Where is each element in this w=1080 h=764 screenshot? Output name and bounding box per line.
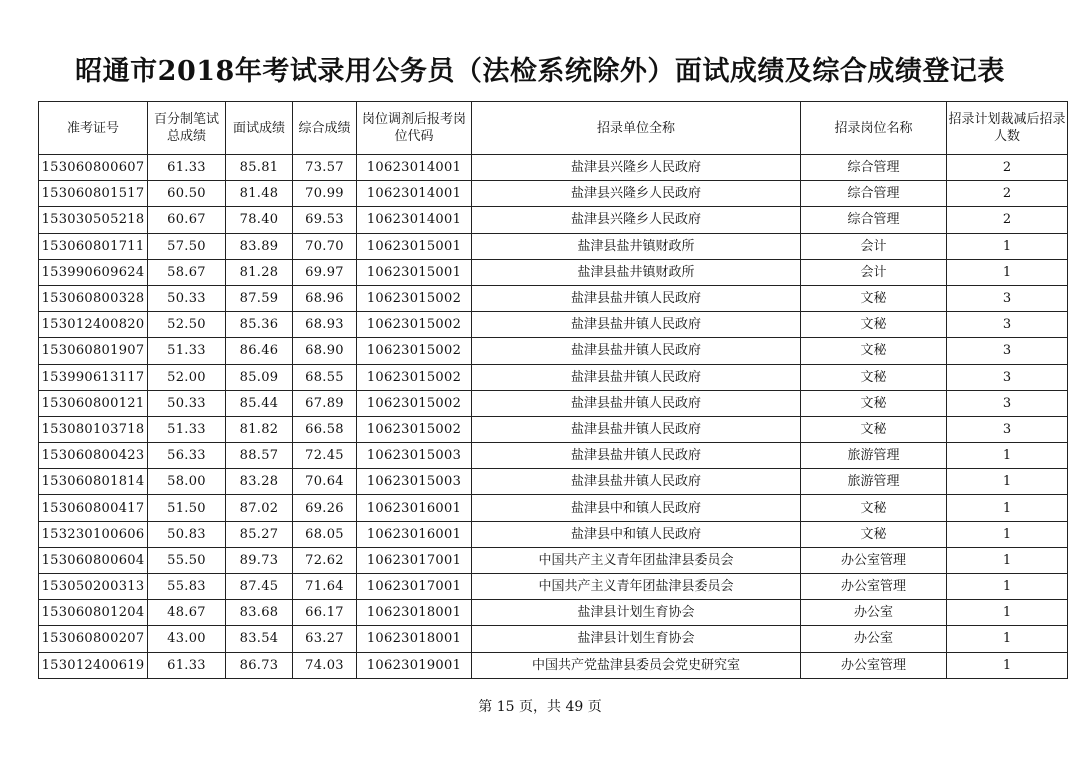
- written-score-cell: 58.67: [148, 259, 226, 285]
- interview-score-cell: 81.48: [226, 181, 293, 207]
- exam-id-cell: 153060801814: [39, 469, 148, 495]
- header-quota: 招录计划裁减后招录人数: [947, 102, 1068, 155]
- employer-cell: 盐津县盐井镇人民政府: [472, 443, 801, 469]
- written-score-cell: 48.67: [148, 600, 226, 626]
- position-name-cell: 办公室管理: [801, 547, 947, 573]
- quota-cell: 3: [947, 364, 1068, 390]
- header-position-code: 岗位调剂后报考岗位代码: [357, 102, 472, 155]
- written-score-cell: 50.83: [148, 521, 226, 547]
- employer-cell: 盐津县盐井镇财政所: [472, 259, 801, 285]
- quota-cell: 3: [947, 390, 1068, 416]
- table-row: [39, 416, 1068, 442]
- position-code-cell: 10623017001: [357, 574, 472, 600]
- employer-cell: 盐津县盐井镇人民政府: [472, 390, 801, 416]
- score-table: [38, 101, 1068, 679]
- interview-score-cell: 83.28: [226, 469, 293, 495]
- quota-cell: 2: [947, 207, 1068, 233]
- position-code-cell: 10623015001: [357, 259, 472, 285]
- interview-score-cell: 87.02: [226, 495, 293, 521]
- written-score-cell: 56.33: [148, 443, 226, 469]
- total-score-cell: 68.96: [293, 285, 357, 311]
- header-position-name: 招录岗位名称: [801, 102, 947, 155]
- total-score-cell: 66.58: [293, 416, 357, 442]
- total-score-cell: 74.03: [293, 652, 357, 678]
- total-score-cell: 70.70: [293, 233, 357, 259]
- position-name-cell: 文秘: [801, 521, 947, 547]
- employer-cell: 盐津县盐井镇人民政府: [472, 416, 801, 442]
- position-name-cell: 会计: [801, 259, 947, 285]
- written-score-cell: 52.00: [148, 364, 226, 390]
- header-written-score: 百分制笔试总成绩: [148, 102, 226, 155]
- interview-score-cell: 87.45: [226, 574, 293, 600]
- page-number: 第 15 页，共 49 页: [478, 699, 602, 715]
- exam-id-cell: 153060800207: [39, 626, 148, 652]
- position-name-cell: 文秘: [801, 495, 947, 521]
- written-score-cell: 51.50: [148, 495, 226, 521]
- written-score-cell: 52.50: [148, 312, 226, 338]
- written-score-cell: 51.33: [148, 416, 226, 442]
- position-name-cell: 综合管理: [801, 207, 947, 233]
- interview-score-cell: 83.68: [226, 600, 293, 626]
- quota-cell: 1: [947, 259, 1068, 285]
- quota-cell: 2: [947, 181, 1068, 207]
- interview-score-cell: 88.57: [226, 443, 293, 469]
- interview-score-cell: 85.36: [226, 312, 293, 338]
- total-score-cell: 71.64: [293, 574, 357, 600]
- document-title: 昭通市2018年考试录用公务员（法检系统除外）面试成绩及综合成绩登记表: [75, 56, 1005, 87]
- position-code-cell: 10623015002: [357, 390, 472, 416]
- table-row: [39, 155, 1068, 181]
- interview-score-cell: 83.54: [226, 626, 293, 652]
- position-name-cell: 会计: [801, 233, 947, 259]
- position-name-cell: 办公室: [801, 600, 947, 626]
- written-score-cell: 60.67: [148, 207, 226, 233]
- quota-cell: 1: [947, 652, 1068, 678]
- table-row: [39, 600, 1068, 626]
- exam-id-cell: 153990613117: [39, 364, 148, 390]
- exam-id-cell: 153230100606: [39, 521, 148, 547]
- table-row: [39, 285, 1068, 311]
- quota-cell: 1: [947, 443, 1068, 469]
- table-row: [39, 521, 1068, 547]
- employer-cell: 中国共产党盐津县委员会党史研究室: [472, 652, 801, 678]
- table-header-row: [39, 102, 1068, 155]
- total-score-cell: 73.57: [293, 155, 357, 181]
- header-interview-score: 面试成绩: [226, 102, 293, 155]
- table-row: [39, 338, 1068, 364]
- exam-id-cell: 153060800423: [39, 443, 148, 469]
- interview-score-cell: 81.28: [226, 259, 293, 285]
- exam-id-cell: 153060801711: [39, 233, 148, 259]
- written-score-cell: 57.50: [148, 233, 226, 259]
- interview-score-cell: 87.59: [226, 285, 293, 311]
- exam-id-cell: 153012400619: [39, 652, 148, 678]
- header-exam-id: 准考证号: [39, 102, 148, 155]
- quota-cell: 1: [947, 469, 1068, 495]
- total-score-cell: 63.27: [293, 626, 357, 652]
- employer-cell: 盐津县计划生育协会: [472, 600, 801, 626]
- interview-score-cell: 86.46: [226, 338, 293, 364]
- exam-id-cell: 153080103718: [39, 416, 148, 442]
- employer-cell: 盐津县中和镇人民政府: [472, 521, 801, 547]
- position-name-cell: 旅游管理: [801, 443, 947, 469]
- position-code-cell: 10623019001: [357, 652, 472, 678]
- total-score-cell: 69.26: [293, 495, 357, 521]
- written-score-cell: 58.00: [148, 469, 226, 495]
- table-row: [39, 181, 1068, 207]
- written-score-cell: 60.50: [148, 181, 226, 207]
- employer-cell: 中国共产主义青年团盐津县委员会: [472, 547, 801, 573]
- exam-id-cell: 153030505218: [39, 207, 148, 233]
- table-row: [39, 233, 1068, 259]
- quota-cell: 1: [947, 626, 1068, 652]
- position-code-cell: 10623015003: [357, 443, 472, 469]
- exam-id-cell: 153060801517: [39, 181, 148, 207]
- interview-score-cell: 81.82: [226, 416, 293, 442]
- employer-cell: 盐津县盐井镇人民政府: [472, 285, 801, 311]
- exam-id-cell: 153060800417: [39, 495, 148, 521]
- employer-cell: 盐津县盐井镇人民政府: [472, 312, 801, 338]
- position-name-cell: 文秘: [801, 364, 947, 390]
- table-row: [39, 495, 1068, 521]
- quota-cell: 1: [947, 600, 1068, 626]
- total-score-cell: 69.53: [293, 207, 357, 233]
- exam-id-cell: 153060800121: [39, 390, 148, 416]
- position-code-cell: 10623017001: [357, 547, 472, 573]
- quota-cell: 1: [947, 574, 1068, 600]
- employer-cell: 盐津县中和镇人民政府: [472, 495, 801, 521]
- total-score-cell: 68.90: [293, 338, 357, 364]
- position-code-cell: 10623015002: [357, 364, 472, 390]
- exam-id-cell: 153050200313: [39, 574, 148, 600]
- quota-cell: 1: [947, 521, 1068, 547]
- interview-score-cell: 78.40: [226, 207, 293, 233]
- position-name-cell: 综合管理: [801, 155, 947, 181]
- written-score-cell: 55.50: [148, 547, 226, 573]
- header-total-score: 综合成绩: [293, 102, 357, 155]
- total-score-cell: 66.17: [293, 600, 357, 626]
- total-score-cell: 70.99: [293, 181, 357, 207]
- written-score-cell: 55.83: [148, 574, 226, 600]
- position-name-cell: 文秘: [801, 285, 947, 311]
- quota-cell: 1: [947, 233, 1068, 259]
- employer-cell: 盐津县盐井镇人民政府: [472, 338, 801, 364]
- table-row: [39, 259, 1068, 285]
- employer-cell: 盐津县兴隆乡人民政府: [472, 155, 801, 181]
- table-row: [39, 547, 1068, 573]
- written-score-cell: 43.00: [148, 626, 226, 652]
- exam-id-cell: 153060801204: [39, 600, 148, 626]
- position-name-cell: 综合管理: [801, 181, 947, 207]
- total-score-cell: 67.89: [293, 390, 357, 416]
- exam-id-cell: 153990609624: [39, 259, 148, 285]
- quota-cell: 1: [947, 547, 1068, 573]
- quota-cell: 2: [947, 155, 1068, 181]
- header-employer: 招录单位全称: [472, 102, 801, 155]
- table-row: [39, 574, 1068, 600]
- position-name-cell: 旅游管理: [801, 469, 947, 495]
- position-name-cell: 办公室管理: [801, 574, 947, 600]
- exam-id-cell: 153060800604: [39, 547, 148, 573]
- table-row: [39, 469, 1068, 495]
- table-row: [39, 207, 1068, 233]
- position-code-cell: 10623015002: [357, 416, 472, 442]
- interview-score-cell: 83.89: [226, 233, 293, 259]
- total-score-cell: 68.05: [293, 521, 357, 547]
- position-name-cell: 文秘: [801, 390, 947, 416]
- employer-cell: 盐津县盐井镇人民政府: [472, 364, 801, 390]
- written-score-cell: 50.33: [148, 285, 226, 311]
- position-code-cell: 10623015002: [357, 312, 472, 338]
- position-code-cell: 10623014001: [357, 207, 472, 233]
- exam-id-cell: 153060800328: [39, 285, 148, 311]
- total-score-cell: 68.93: [293, 312, 357, 338]
- quota-cell: 3: [947, 312, 1068, 338]
- position-code-cell: 10623018001: [357, 626, 472, 652]
- exam-id-cell: 153060800607: [39, 155, 148, 181]
- table-row: [39, 626, 1068, 652]
- position-code-cell: 10623018001: [357, 600, 472, 626]
- interview-score-cell: 86.73: [226, 652, 293, 678]
- total-score-cell: 70.64: [293, 469, 357, 495]
- position-code-cell: 10623014001: [357, 155, 472, 181]
- exam-id-cell: 153012400820: [39, 312, 148, 338]
- written-score-cell: 50.33: [148, 390, 226, 416]
- table-row: [39, 652, 1068, 678]
- employer-cell: 盐津县盐井镇人民政府: [472, 469, 801, 495]
- written-score-cell: 61.33: [148, 155, 226, 181]
- table-row: [39, 443, 1068, 469]
- position-code-cell: 10623014001: [357, 181, 472, 207]
- total-score-cell: 68.55: [293, 364, 357, 390]
- quota-cell: 3: [947, 285, 1068, 311]
- position-name-cell: 办公室: [801, 626, 947, 652]
- position-code-cell: 10623015001: [357, 233, 472, 259]
- table-row: [39, 364, 1068, 390]
- interview-score-cell: 85.44: [226, 390, 293, 416]
- interview-score-cell: 85.27: [226, 521, 293, 547]
- position-name-cell: 文秘: [801, 312, 947, 338]
- written-score-cell: 61.33: [148, 652, 226, 678]
- interview-score-cell: 85.81: [226, 155, 293, 181]
- exam-id-cell: 153060801907: [39, 338, 148, 364]
- interview-score-cell: 89.73: [226, 547, 293, 573]
- position-code-cell: 10623016001: [357, 495, 472, 521]
- interview-score-cell: 85.09: [226, 364, 293, 390]
- position-name-cell: 办公室管理: [801, 652, 947, 678]
- position-code-cell: 10623015002: [357, 285, 472, 311]
- quota-cell: 1: [947, 495, 1068, 521]
- table-row: [39, 312, 1068, 338]
- position-code-cell: 10623015002: [357, 338, 472, 364]
- quota-cell: 3: [947, 338, 1068, 364]
- position-code-cell: 10623016001: [357, 521, 472, 547]
- employer-cell: 盐津县盐井镇财政所: [472, 233, 801, 259]
- position-code-cell: 10623015003: [357, 469, 472, 495]
- table-body: [39, 155, 1068, 679]
- employer-cell: 盐津县兴隆乡人民政府: [472, 181, 801, 207]
- position-name-cell: 文秘: [801, 338, 947, 364]
- written-score-cell: 51.33: [148, 338, 226, 364]
- employer-cell: 盐津县兴隆乡人民政府: [472, 207, 801, 233]
- employer-cell: 中国共产主义青年团盐津县委员会: [472, 574, 801, 600]
- total-score-cell: 72.62: [293, 547, 357, 573]
- table-row: [39, 390, 1068, 416]
- employer-cell: 盐津县计划生育协会: [472, 626, 801, 652]
- total-score-cell: 69.97: [293, 259, 357, 285]
- quota-cell: 3: [947, 416, 1068, 442]
- total-score-cell: 72.45: [293, 443, 357, 469]
- position-name-cell: 文秘: [801, 416, 947, 442]
